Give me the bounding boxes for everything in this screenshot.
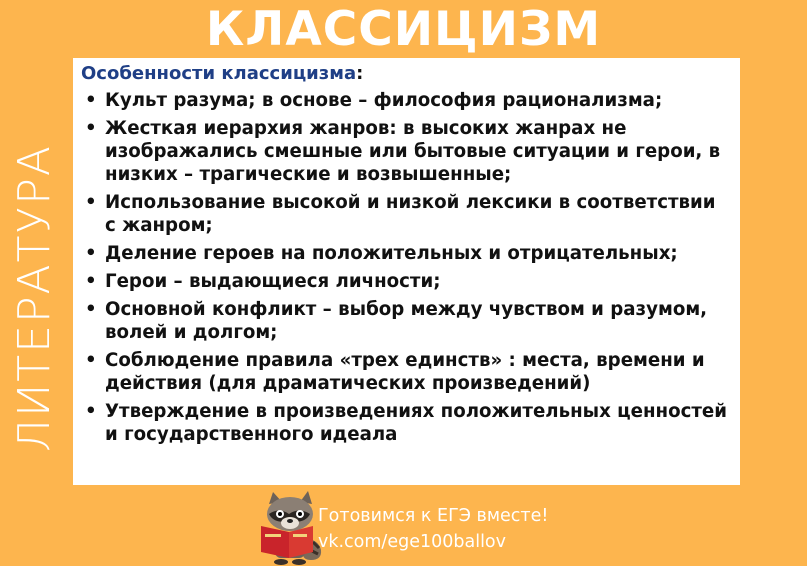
bullet-icon: • — [85, 243, 97, 264]
list-item-text: Использование высокой и низкой лексики в соответствии с жанром; — [105, 192, 716, 236]
bullet-icon: • — [85, 350, 97, 371]
list-item-text: Культ разума; в основе – философия рационализма; — [105, 90, 663, 111]
list-item — [81, 270, 730, 293]
card-heading-text: Особенности классицизма — [81, 63, 357, 84]
list-item-text: Герои – выдающиеся личности; — [105, 271, 441, 292]
list-item — [81, 349, 730, 395]
side-subject-label: ЛИТЕРАТУРА — [9, 144, 60, 452]
list-item — [81, 298, 730, 344]
content-card — [73, 58, 740, 485]
list-item-text: Утверждение в произведениях положительных ценностей и государственного идеала — [105, 401, 728, 445]
list-item-text: Основной конфликт – выбор между чувством и разумом, волей и долгом; — [105, 299, 708, 343]
bullet-icon: • — [85, 299, 97, 320]
bullet-icon: • — [85, 90, 97, 111]
bullet-icon: • — [85, 118, 97, 139]
list-item — [81, 191, 730, 237]
features-list — [81, 89, 730, 446]
bullet-icon: • — [85, 271, 97, 292]
card-heading-colon: : — [356, 63, 364, 84]
card-heading — [81, 62, 730, 86]
list-item-text: Жесткая иерархия жанров: в высоких жанрах не изображались смешные или бытовые ситуации и герои, в низких – трагические и возвышенные; — [105, 118, 721, 185]
list-item — [81, 242, 730, 265]
list-item — [81, 117, 730, 186]
list-item-text: Соблюдение правила «трех единств» : места, времени и действия (для драматических произведений) — [105, 350, 705, 394]
footer-slogan: Готовимся к ЕГЭ вместе! — [318, 506, 549, 526]
list-item-text: Деление героев на положительных и отрицательных; — [105, 243, 678, 264]
footer — [255, 490, 575, 562]
list-item — [81, 89, 730, 112]
bullet-icon: • — [85, 401, 97, 422]
footer-link[interactable]: vk.com/ege100ballov — [318, 532, 506, 552]
raccoon-mascot-icon — [255, 490, 327, 566]
bullet-icon: • — [85, 192, 97, 213]
page-title: КЛАССИЦИЗМ — [205, 2, 602, 57]
footer-text — [318, 503, 548, 555]
list-item — [81, 400, 730, 446]
